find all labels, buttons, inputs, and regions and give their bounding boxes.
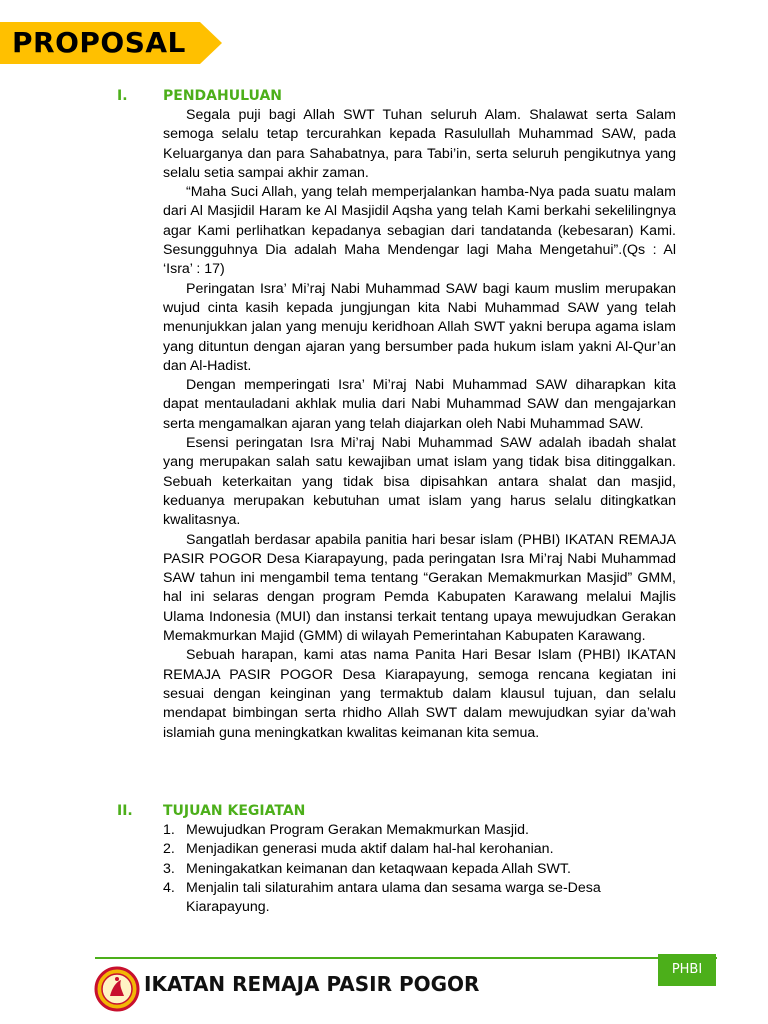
list-text: Meningakatkan keimanan dan ketaqwaan kepada Allah SWT.: [186, 860, 571, 877]
paragraph: Peringatan Isra’ Mi’raj Nabi Muhammad SAW bagi kaum muslim merupakan wujud cinta kasih kepada jungjungan kita Nabi Muhammad SAW yang telah menunjukkan jalan yang menuju keridhoan Allah SWT yakni berupa agama islam yang dituntun dengan ajaran yang bersumber pada hukum islam yakni Al-Qur’an dan Al-Hadist.: [163, 280, 676, 374]
list-number: 1.: [163, 822, 175, 838]
paragraph: Segala puji bagi Allah SWT Tuhan seluruh Alam. Shalawat serta Salam semoga selalu tetap tercurahkan kepada Rasulullah Muhammad SAW, pada Keluarganya dan para Sahabatnya, para Tabi’in, serta seluruh pengikutnya yang selalu setia sampai akhir zaman.: [163, 107, 676, 181]
proposal-banner: [0, 22, 222, 64]
list-number: 4.: [163, 879, 175, 896]
paragraph: Dengan memperingati Isra’ Mi’raj Nabi Muhammad SAW diharapkan kita dapat mentauladani akhlak mulia dari Nabi Muhammad SAW dan mengajarkan serta mengamalkan ajaran yang telah diajarkan oleh Nabi Muhammad SAW.: [163, 377, 676, 432]
list-text: Menjalin tali silaturahim antara ulama dan sesama warga se-Desa Kiarapayung.: [186, 879, 601, 916]
list-text: Mewujudkan Program Gerakan Memakmurkan Masjid.: [186, 822, 529, 838]
section-number: II.: [117, 803, 133, 819]
list-item: [163, 879, 653, 918]
section-title: PENDAHULUAN: [163, 88, 282, 104]
footer-divider: [95, 957, 717, 959]
list-item: [163, 860, 653, 879]
footer-organization-name: IKATAN REMAJA PASIR POGOR: [144, 972, 480, 996]
list-item: [163, 821, 653, 840]
list-number: 3.: [163, 860, 175, 877]
list-number: 2.: [163, 841, 175, 858]
paragraph: Sangatlah berdasar apabila panitia hari besar islam (PHBI) IKATAN REMAJA PASIR POGOR Desa Kiarapayung, pada peringatan Isra Mi’raj Nabi Muhammad SAW tahun ini mengambil tema tentang “Gerakan Memakmurkan Masjid” GMM, hal ini selaras dengan program Pemda Kabupaten Karawang melalui Majlis Ulama Indonesia (MUI) dan instansi terkait tentang upaya mewujudkan Gerakan Memakmurkan Majid (GMM) di wilayah Pemerintahan Kabupaten Karawang.: [163, 531, 676, 645]
section-heading-1: [117, 88, 282, 104]
section-heading-2: [117, 803, 305, 819]
paragraph: Sebuah harapan, kami atas nama Panita Hari Besar Islam (PHBI) IKATAN REMAJA PASIR POGOR Desa Kiarapayung, semoga rencana kegiatan ini sesuai dengan keinginan yang termaktub dalam klausul tujuan, dan selalu mendapat bimbingan serta rhidho Allah SWT dalam mewujudkan syiar da’wah islamiah guna meningkatkan kwalitas keimanan kita semua.: [163, 647, 676, 741]
banner-title: PROPOSAL: [12, 26, 186, 59]
introduction-body: [163, 106, 676, 743]
section-title: TUJUAN KEGIATAN: [163, 803, 306, 819]
goals-list: [163, 821, 653, 917]
list-item: [163, 840, 653, 859]
list-text: Menjadikan generasi muda aktif dalam hal-hal kerohanian.: [186, 841, 554, 858]
phbi-badge: PHBI: [658, 954, 716, 986]
organization-logo-icon: [94, 966, 140, 1012]
paragraph: “Maha Suci Allah, yang telah memperjalankan hamba-Nya pada suatu malam dari Al Masjidil Haram ke Al Masjidil Aqsha yang telah Kami berkahi sekelilingnya agar Kami perlihatkan kepadanya sebagian dari tandatanda (kebesaran) Kami. Sesungguhnya Dia adalah Maha Mendengar lagi Maha Mengetahui”.(Qs : Al ‘Isra’ : 17): [163, 184, 676, 278]
paragraph: Esensi peringatan Isra Mi’raj Nabi Muhammad SAW adalah ibadah shalat yang merupakan salah satu kewajiban umat islam yang tidak bisa ditinggalkan. Sebuah keterkaitan yang tidak bisa dipisahkan antara shalat dan masjid, keduanya merupakan kebutuhan umat islam yang harus selalu ditingkatkan kwalitasnya.: [163, 435, 676, 529]
section-number: I.: [117, 88, 128, 104]
